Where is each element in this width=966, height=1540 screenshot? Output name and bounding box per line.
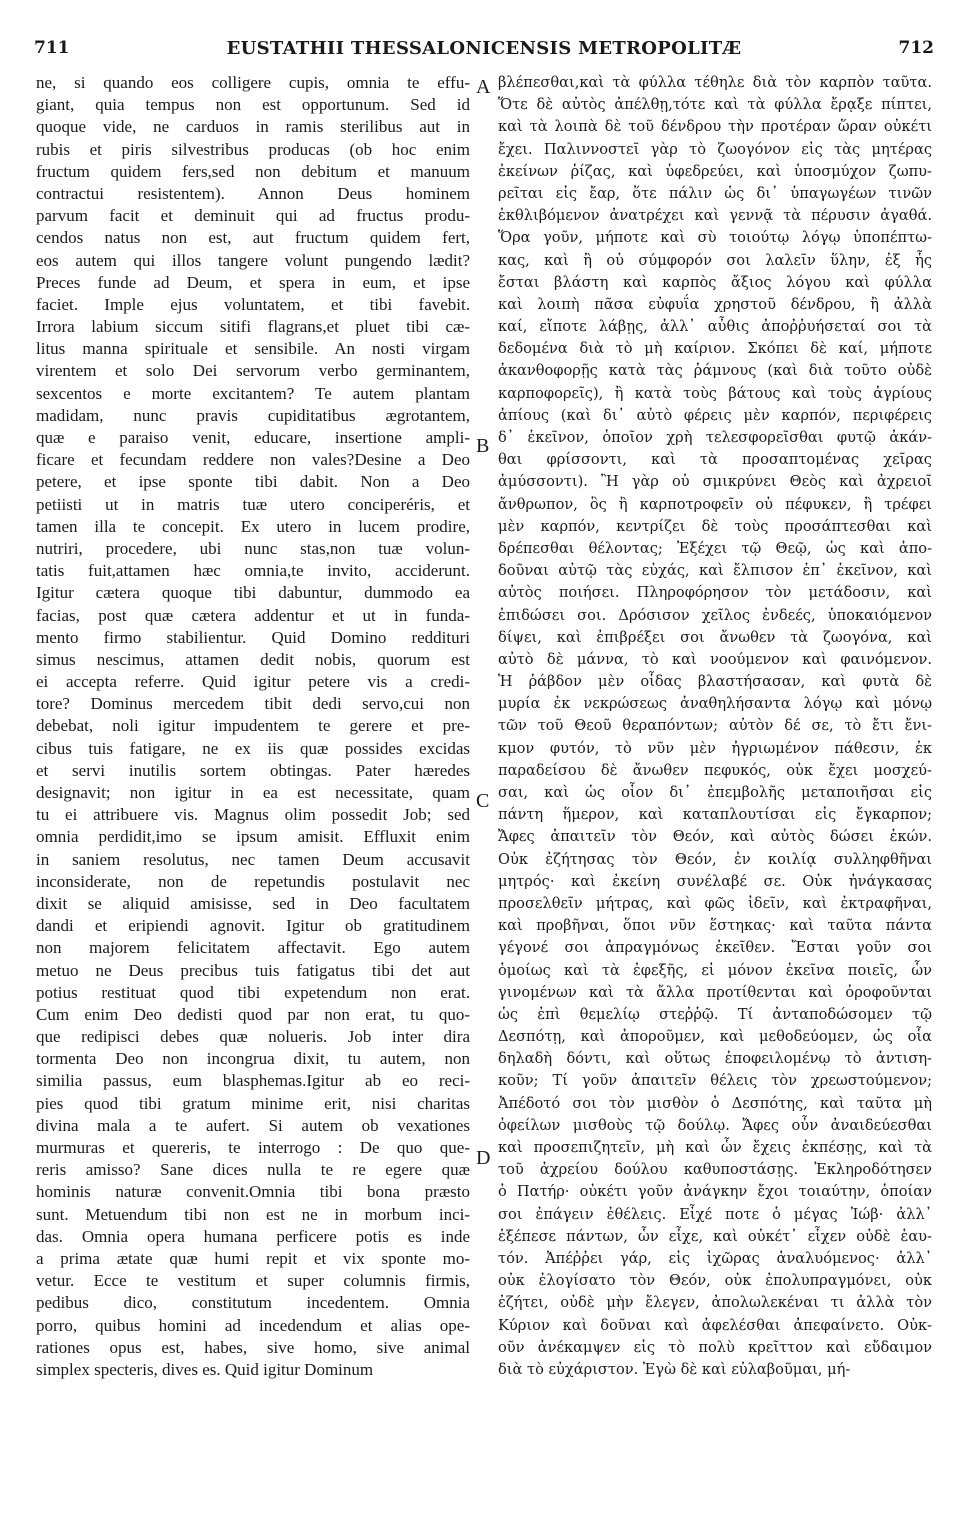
greek-text-line: παραδείσου δὲ ἄνωθεν πεφυκός, οὐκ ἔχει μοσχεύ-	[498, 761, 932, 779]
greek-text-line: γινομένων καὶ τὰ ἄλλα προτίθενται καὶ ὀροφοῦνται	[498, 983, 932, 1001]
greek-text-line: ὡς ἐπὶ θεμελίῳ στεῤῥῷ. Τί ἀνταποδώσομεν τῷ	[498, 1005, 932, 1023]
latin-text-line: pies quod tibi gratum minime erit, nisi charitas	[36, 1093, 470, 1113]
latin-text-line: rubis et piris silvestribus producas (ob hoc enim	[36, 139, 470, 159]
latin-text-line: simus nescimus, attamen dedit nobis, quorum est	[36, 649, 470, 669]
greek-text-line: ὁμοίως καὶ τὰ ἐφεξῆς, εἰ μόνον ἐκεῖνα ποιεῖς, ὧν	[498, 961, 932, 979]
greek-text-line: ρεῖται εἰς ἔαρ, ὅτε πάλιν ὡς δι᾽ ὑπαγωγέων τινῶν	[498, 184, 932, 202]
latin-text-line: giant, quia tempus non est opportunum. Sed id	[36, 95, 470, 115]
greek-text-line: δρέπεσθαι θέλοντας; Ἐξέχει τῷ Θεῷ, ὡς καὶ ἀπο-	[498, 539, 932, 557]
latin-text-line: Preces funde ad Deum, et spera in eum, et ipse	[36, 272, 470, 292]
latin-text-line: litus manna spirituale et sensibile. An nosti virgam	[36, 339, 470, 359]
greek-text-line: Ἡ ῥάβδον μὲν οἶδας βλαστήσασαν, καὶ φυτὰ δὲ	[498, 673, 932, 691]
greek-text-line: τῶν τοῦ Θεοῦ θεραπόντων; αὐτὸν δέ σε, τὸ ἔτι ἔνι-	[498, 717, 932, 735]
latin-text-line: vetur. Ecce te vestitum et super columnis firmis,	[36, 1271, 470, 1291]
latin-text-line: madidam, nunc pravis cupiditatibus ægrotantem,	[36, 405, 470, 425]
latin-text-line: quæ e paraiso venit, educare, insertione ampli-	[36, 428, 470, 447]
greek-text-line: καὶ λοιπὴ πᾶσα εὐφυΐα χρηστοῦ δένδρου, ἢ ἀλλὰ	[498, 295, 932, 313]
latin-text-line: sunt. Metuendum tibi non est ne in morbum inci-	[36, 1204, 470, 1224]
latin-text-line: ficare et fecundam reddere non vales?Desine a Deo	[36, 450, 470, 470]
latin-text-line: reris amisso? Sane dices nulla te re egere quæ	[36, 1160, 470, 1180]
latin-text-line: hominis naturæ convenit.Omnia tibi bona præsto	[36, 1182, 470, 1202]
greek-text-line: δοῦναι αὐτῷ τὰς εὐχάς, καὶ ἔλπισον ἐπ᾽ ἐκεῖνον, καὶ	[498, 562, 932, 580]
latin-text-line: dixit se aliquid amisisse, sed in Deo facultatem	[36, 893, 470, 913]
latin-text-line: cibus tuis fatigare, ne ex iis quæ possides excidas	[36, 738, 470, 758]
latin-text-line: inconsiderate, non de repetundis postulavit nec	[36, 871, 470, 891]
greek-text-line: ἀπίους (καὶ δι᾽ αὐτὸ φέρεις μὲν καρπόν, περιφέρεις	[498, 406, 932, 424]
greek-text-line: δίψει, καὶ ἐπιβρέξει σοι ἄνωθεν τὰ ζωογόνα, καὶ	[498, 628, 932, 646]
greek-text-line: δηλαδὴ δόντι, καὶ οὕτως ἐποφειλομένῳ τὸ ἀντιση-	[498, 1050, 932, 1068]
greek-text-line: Ἀπέδοτό σοι τὸν μισθὸν ὁ Δεσπότης, καὶ ταῦτα μὴ	[498, 1094, 932, 1112]
page-number-left: 711	[34, 38, 70, 58]
latin-text-line: simplex specteris, dives es. Quid igitur Dominum	[36, 1359, 374, 1379]
latin-text-line: et servi inutilis sortem obtingas. Pater hæredes	[36, 760, 470, 780]
page-number-right: 712	[898, 38, 934, 58]
greek-text-line: ὁ Πατήρ· οὐκέτι γοῦν ἀνάγκην ἔχοι τοιαύτην, ὁποίαν	[498, 1183, 932, 1201]
section-marker-a: A	[476, 76, 491, 98]
greek-text-line: γέγονέ σοι ἀπραγμόνως ἐκεῖθεν. Ἔσται γοῦν σοι	[498, 939, 932, 957]
greek-text-line: ἔχει. Παλιννοστεῖ γὰρ τὸ ζωογόνον εἰς τὰς μητέρας	[498, 140, 932, 158]
greek-text-line: ἐκθλιβόμενον ἀνατρέχει καὶ γεννᾷ τὰ πέρυσιν ἀγαθά.	[498, 207, 932, 225]
greek-text-line: οῦν ἀνέκαμψεν εἰς τὸ πολὺ κρεῖττον καὶ εὔδαιμον	[498, 1338, 932, 1356]
greek-text-line: μυρία ἐκ νεκρώσεως ἀναθηλήσαντα λόγῳ καὶ μόνῳ	[498, 695, 932, 713]
running-title: EUSTATHII THESSALONICENSIS METROPOLITÆ	[226, 38, 742, 59]
greek-text-line: αὐτὸς ποιήσει. Πληροφόρησον τὸν μετάδοσιν, καὶ	[498, 584, 932, 602]
greek-text-line: βλέπεσθαι,καὶ τὰ φύλλα τέθηλε διὰ τὸν καρπὸν ταῦτα.	[498, 74, 932, 91]
latin-text-line: tatis fuit,attamen hæc omnia,te invito, acciderunt.	[36, 561, 470, 581]
latin-text-line: omnia perdidit,imo se ipsum amisit. Effluxit enim	[36, 827, 470, 847]
greek-text-line: ὀφείλων μισθοὺς τῷ δούλῳ. Ἄφες οὖν ἀναιδεύεσθαι	[498, 1116, 932, 1134]
greek-text-line: Ἄφες ἀπαιτεῖν τὸν Θεόν, καὶ αὐτὸς δώσει ἑκών.	[498, 828, 932, 846]
greek-column	[498, 72, 932, 1381]
latin-text-line: Igitur cætera quoque tibi dabuntur, dummodo ea	[36, 583, 470, 603]
greek-text-line: δ᾽ ἐκεῖνον, ὁποῖον χρὴ τελεσφορεῖσθαι φυτῷ ἀκάν-	[498, 429, 932, 446]
greek-text-line: πάντη ἥμερον, καὶ καταπλουτίσαι εἰς ἔγκαρπον;	[498, 806, 932, 824]
running-header	[34, 38, 934, 68]
greek-text-line: μὲν καρπόν, κεντρίζει δὲ τοὺς προσάπτεσθαι καὶ	[498, 517, 932, 535]
latin-text-line: non majorem felicitatem affectavit. Ego autem	[36, 938, 470, 958]
greek-text-line: Οὐκ ἐζήτησας τὸν Θεόν, ἐν κοιλίᾳ συλληφθῆναι	[498, 850, 932, 868]
greek-text-line: αὐτὸ δὲ μάννα, τὸ καὶ νοούμενον καὶ φαινόμενον.	[498, 650, 932, 668]
greek-text-line: κοῦν; Τί γοῦν ἀπαιτεῖν θέλεις τὸν χρεωστούμενον;	[498, 1072, 932, 1090]
greek-text-line: καί, εἴποτε λάβῃς, ἀλλ᾽ αὖθις ἀποῤῥυήσεταί σοι τὰ	[498, 318, 932, 336]
latin-text-line: nutriri, procedere, ubi nunc stas,non tuæ volun-	[36, 538, 470, 558]
latin-text-line: potius restituat quod tibi expetendum non erat.	[36, 982, 470, 1002]
latin-text-line: tamen illa te concepit. Ex utero in lucem prodire,	[36, 516, 470, 536]
latin-text-line: parvum facit et deminuit qui ad fructus produ-	[36, 206, 470, 226]
greek-text-line: ἐξέπεσε πάντων, ὧν εἶχε, καὶ οὐκέτ᾽ εἶχεν οὐδὲ ἑαυ-	[498, 1227, 932, 1245]
latin-text-line: ei accepta referre. Quid igitur petere vis a credi-	[36, 672, 470, 692]
greek-text-line: καὶ προσεπιζητεῖν, μὴ καὶ ὧν ἔχεις ἐκπέσῃς, καὶ τὰ	[498, 1139, 932, 1156]
latin-text-line: faciet. Imple ejus voluntatem, et tibi favebit.	[36, 294, 470, 314]
greek-text-line: Δεσπότῃ, καὶ ἀποροῦμεν, καὶ μεθοδεύομεν, ὡς οἷα	[498, 1028, 932, 1046]
latin-text-line: metuo ne Deus precibus tuis fatigatus tibi det aut	[36, 960, 470, 980]
latin-text-line: rationes opus est, habes, sive homo, sive animal	[36, 1337, 470, 1357]
latin-text-line: Irrora labium siccum sitifi flagrans,et pluet tibi cæ-	[36, 317, 470, 337]
greek-text-line: καὶ τὰ λοιπὰ δὲ τοῦ δένδρου τὴν προτέραν ὥραν οὐκέτι	[498, 118, 932, 136]
latin-text-line: tu ei attribuere vis. Magnus olim possedit Job; sed	[36, 805, 470, 825]
latin-column	[36, 72, 470, 1381]
latin-text-line: mento firmo stabilientur. Quid Domino reddituri	[36, 627, 470, 647]
latin-text-line: petiisti ut in matris tuæ utero conciperéris, et	[36, 494, 470, 514]
latin-text-line: debebat, noli igitur impudentem te gerere et pre-	[36, 716, 470, 736]
greek-text-line: ἄνθρωπον, ὃς ἢ καρποτροφεῖν οὐ πέφυκεν, ἢ τρέφει	[498, 495, 932, 513]
latin-text-line: tormenta Deo non incongrua dixit, tu autem, non	[36, 1049, 470, 1069]
latin-text-line: eos autem qui illos tangere volunt pungendo lædit?	[36, 250, 470, 270]
greek-text-line: κμον φυτόν, τὸ νῦν μὲν ἠγριωμένον πάθεσιν, ἐκ	[498, 739, 932, 757]
greek-text-line: ἔσται βλάστη καὶ καρπὸς ἄξιος λόγου καὶ φύλλα	[498, 273, 932, 291]
greek-text-line: τοῦ ἀχρείου δούλου καθυποστάσῃς. Ἐκληροδότησεν	[498, 1161, 932, 1179]
latin-text-line: designavit; non igitur in ea est necessitate, quam	[36, 783, 470, 802]
section-marker-c: C	[476, 790, 490, 812]
greek-text-line: καρποφορεῖς), ἢ κατὰ τοὺς βάτους καὶ τοὺς ἀγρίους	[498, 384, 932, 402]
latin-text-line: dandi et eripiendi agnovit. Igitur ob gratitudinem	[36, 916, 470, 936]
latin-text-line: in saniem resolutus, nec tamen Deum accusavit	[36, 849, 470, 869]
latin-text-line: facias, post quæ cætera addentur et ut in funda-	[36, 605, 470, 625]
latin-text-line: que redipisci debes quæ nolueris. Job inter dira	[36, 1027, 470, 1047]
greek-text-line: καὶ προβῆναι, ὅποι νῦν ἕστηκας· καὶ ταῦτα πάντα	[498, 917, 932, 935]
greek-text-line: ἐκείνων ῥίζας, καὶ ὑφεδρεύει, καὶ ὑποσμύχον ζωπυ-	[498, 162, 932, 180]
greek-text-line: δεδομένα διὰ τὸ μὴ καίριον. Σκόπει δὲ καί, μήποτε	[498, 340, 932, 358]
greek-text-line: διὰ τὸ εὐχάριστον. Ἐγὼ δὲ καὶ εὐλαβοῦμαι, μή-	[498, 1360, 851, 1378]
section-marker-b: B	[476, 435, 490, 457]
latin-text-line: quoque vide, ne carduos in ramis sterilibus aut in	[36, 117, 470, 137]
latin-text-line: tore? Dominus mercedem tibit dedi servo,cui non	[36, 694, 470, 714]
latin-text-line: murmuras et quereris, te interrogo : De quo que-	[36, 1138, 470, 1157]
latin-text-line: a prima ætate quæ humi repit et vix sponte mo-	[36, 1248, 470, 1268]
latin-text-line: cendos natus non est, aut fructum quidem fert,	[36, 228, 470, 248]
greek-text-line: μητρός· καὶ ἐκείνη συνέλαβέ σε. Οὐκ ἠνάγκασας	[498, 872, 932, 890]
latin-text-line: similia passus, eum blasphemas.Igitur ab eo reci-	[36, 1071, 470, 1091]
greek-text-line: σαι, καὶ ὡς οἷον δι᾽ ἐπεμβολῆς μεταποιῆσαι εἰς	[498, 784, 932, 801]
latin-text-line: fructum quidem fers,sed non debitum et manuum	[36, 161, 470, 181]
latin-text-line: petere, et ipse sponte tibi dabit. Non a Deo	[36, 472, 470, 492]
greek-text-line: ἀκανθοφορῇς κατὰ τὰς ῥάμνους (καὶ διὰ τοῦτο οὐδὲ	[498, 362, 932, 380]
latin-text-line: ne, si quando eos colligere cupis, omnia te effu-	[36, 73, 470, 92]
latin-text-line: das. Omnia opera humana perficere potis es inde	[36, 1226, 470, 1246]
latin-text-line: sexcentos e morte excitantem? Te autem plantam	[36, 383, 470, 403]
greek-text-line: σοι ἐπάγειν ἐθέλεις. Εἶχέ ποτε ὁ μέγας Ἰώβ· ἀλλ᾽	[498, 1205, 932, 1223]
greek-text-line: θαι φρίσσοντι, καὶ τὰ προσαπτομένας χεῖρας	[498, 451, 932, 469]
greek-text-line: ἐπιδώσει σοι. Δρόσισον χεῖλος ἐνδεές, ὑποκαιόμενον	[498, 606, 932, 624]
latin-text-line: virentem et solo Dei servorum verbo germinantem,	[36, 361, 470, 381]
greek-text-line: Ὅτε δὲ αὐτὸς ἀπέλθῃ,τότε καὶ τὰ φύλλα ἔρᾳξε πίπτει,	[498, 96, 932, 114]
greek-text-line: τόν. Ἀπέῤῥει γάρ, εἰς ἰχῶρας ἀναλυόμενος· ἀλλ᾽	[498, 1249, 932, 1267]
greek-text-line: προσελθεῖν μήτρας, καὶ φῶς ἰδεῖν, καὶ ἐκτραφῆναι,	[498, 894, 932, 912]
latin-text-line: contractui resistentem). Annon Deus hominem	[36, 183, 470, 203]
latin-text-line: porro, quibus homini ad incedendum et alias ope-	[36, 1315, 470, 1335]
greek-text-line: οὐκ ἐλογίσατο τὸν Θεόν, οὐκ ἐπολυπραγμόνει, οὐκ	[498, 1272, 932, 1290]
greek-text-line: Ὅρα γοῦν, μήποτε καὶ σὺ τοιούτῳ λόγῳ ὑποπέπτω-	[498, 229, 932, 247]
greek-text-line: κας, καὶ ἢ οὐ σύμφορόν σοι λαλεῖν ὕλην, ἐξ ἧς	[498, 251, 932, 269]
greek-text-line: ἀμύσσοντι). Ἢ γὰρ οὐ σμικρύνει Θεὸς καὶ ἀχρειοῖ	[498, 473, 932, 491]
latin-text-line: Cum enim Deo dedisti quod par non erat, tu quo-	[36, 1004, 470, 1024]
greek-text-line: Κύριον καὶ δοῦναι καὶ ἀφελέσθαι ἀπεφαίνετο. Οὐκ-	[498, 1316, 932, 1334]
greek-text-line: ἐζήτει, οὐδὲ μὴν ἔλεγεν, ἀπολωλεκέναι τι ἀλλὰ τὸν	[498, 1294, 932, 1312]
latin-text-line: pedibus dico, constitutum incedentem. Omnia	[36, 1293, 470, 1313]
latin-text-line: divina mala a te aufert. Si autem ob vexationes	[36, 1115, 470, 1135]
section-marker-d: D	[476, 1147, 491, 1169]
